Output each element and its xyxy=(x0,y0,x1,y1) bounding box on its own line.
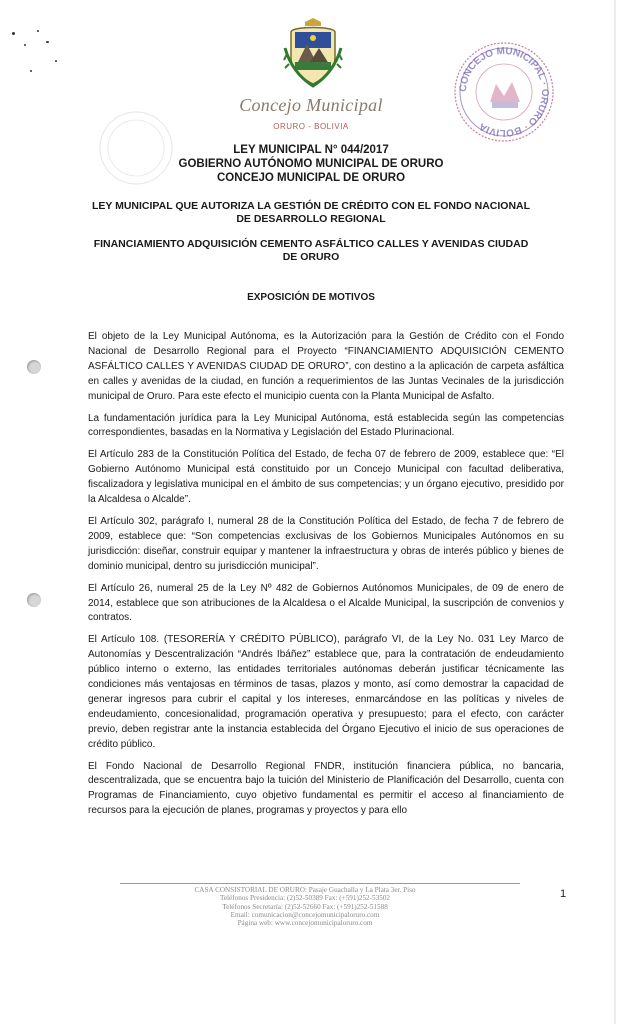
official-seal xyxy=(452,40,556,144)
punch-hole xyxy=(27,360,41,374)
scan-speck xyxy=(30,70,32,72)
project-title: FINANCIAMIENTO ADQUISICIÓN CEMENTO ASFÁLTICO CALLES Y AVENIDAS CIUDAD DE ORURO xyxy=(93,238,529,263)
scan-speck xyxy=(46,41,49,43)
body-paragraph: El objeto de la Ley Municipal Autónoma, es la Autorización para la Gestión de Crédito con el Fondo Nacional de Desarrollo Regional para el Proyecto “FINANCIAMIENTO ADQUISICIÓN CEMENTO ASFÁLTICO CALLES Y AVENIDAS CIUDAD DE ORURO”, con destino a la aplicación de carpeta asfáltica en calles y avenidas de la ciudad, en función a requerimientos de las Juntas Vecinales de la jurisdicción municipal de Oruro. Para este efecto el municipio cuenta con la Planta Municipal de Asfalto. xyxy=(88,331,564,402)
footer-phone-presidency: Teléfonos Presidencia: (2)52-50389 Fax: (+591)252-53502 xyxy=(219,894,391,903)
body-paragraph: El Artículo 283 de la Constitución Política del Estado, de fecha 07 de febrero de 2009, establece que: “El Gobierno Autónomo Municipal está constituido por un Concejo Municipal con facultad deliberativa, fiscalizadora y legislativa municipal en el ámbito de sus competencias; y un órgano ejecutivo, presidido por la Alcaldesa o Alcalde”. xyxy=(88,449,564,506)
letterhead-brand-name: Concejo Municipal xyxy=(239,95,383,115)
body-paragraph: El Artículo 108. (TESORERÍA Y CRÉDITO PÚBLICO), parágrafo VI, de la Ley No. 031 Ley Marco de Autonomías y Descentralización “Andrés Ibáñez” establece que, para la contratación de endeudamiento público interno o externo, las entidades territoriales autónomas deberán justificar técnicamente las condiciones más ventajosas en términos de tasas, plazos y monto, así como demostrar la capacidad de generar ingresos para cubrir el capital y los intereses, enmarcándose en las políticas y niveles de endeudamiento, concesionalidad, programación operativa y presupuesto; para el efecto, con carácter previo, deben registrar ante la instancia establecida del Órgano Ejecutivo el inicio de sus operaciones de crédito público. xyxy=(88,634,564,750)
scan-speck xyxy=(24,44,26,46)
footer-rule xyxy=(120,883,520,884)
document-body xyxy=(88,330,564,826)
seal-text: CONCEJO MUNICIPAL · ORURO · BOLIVIA xyxy=(457,45,551,139)
svg-text:CONCEJO MUNICIPAL · ORURO · BO xyxy=(458,46,550,138)
footer-website: Página web: www.concejomunicipaloruro.com xyxy=(237,919,373,928)
body-paragraph: La fundamentación jurídica para la Ley Municipal Autónoma, está establecida según las competencias correspondientes, basadas en la Normativa y Legislación del Estado Plurinacional. xyxy=(88,412,564,439)
punch-hole xyxy=(27,593,41,607)
section-title: EXPOSICIÓN DE MOTIVOS xyxy=(247,292,375,303)
letterhead-location: ORURO - BOLIVIA xyxy=(273,122,349,131)
scan-speck xyxy=(55,60,57,62)
council-heading: CONCEJO MUNICIPAL DE ORURO xyxy=(216,172,406,184)
footer-phone-secretary: Teléfonos Secretaría: (2)52-52660 Fax: (+591)252-51588 xyxy=(222,902,388,911)
government-heading: GOBIERNO AUTÓNOMO MUNICIPAL DE ORURO xyxy=(178,158,444,170)
page-number: 1 xyxy=(560,888,567,900)
scan-speck xyxy=(12,32,15,35)
footer-contact xyxy=(120,886,490,927)
coat-of-arms-icon xyxy=(283,18,343,90)
body-paragraph: El Fondo Nacional de Desarrollo Regional FNDR, institución financiera pública, no bancaria, descentralizada, que se encuentra bajo la tuición del Ministerio de Planificación del Desarrollo, cuenta con Programas de Financiamiento, cuyo objetivo fundamental es permitir el acceso al financiamiento de recursos para la ejecución de planes, programas y proyectos y para ello xyxy=(88,760,564,817)
body-paragraph: El Artículo 26, numeral 25 de la Ley Nº 482 de Gobiernos Autónomos Municipales, de 09 de enero de 2014, establece que son atribuciones de la Alcaldesa o el Alcalde Municipal, la suscripción de convenios y contratos. xyxy=(88,582,564,624)
footer-email: Email: comunicacion@concejomunicipaloruro.com xyxy=(230,910,380,919)
body-paragraph: El Artículo 302, parágrafo I, numeral 28 de la Constitución Política del Estado, de fecha 7 de febrero de 2009, establece que: “Son competencias exclusivas de los Gobiernos Municipales Autónomos en su jurisdicción: diseñar, construir equipar y mantener la infraestructura y obras de interés público y bienes de dominio municipal, dentro su jurisdicción municipal”. xyxy=(88,515,564,572)
law-number-heading: LEY MUNICIPAL N° 044/2017 xyxy=(233,144,389,156)
scan-speck xyxy=(37,30,39,32)
law-title: LEY MUNICIPAL QUE AUTORIZA LA GESTIÓN DE CRÉDITO CON EL FONDO NACIONAL DE DESARROLLO REGIONAL xyxy=(91,200,531,225)
footer-address: CASA CONSISTORIAL DE ORURO: Pasaje Guachalla y La Plata 3er. Piso xyxy=(194,886,416,894)
